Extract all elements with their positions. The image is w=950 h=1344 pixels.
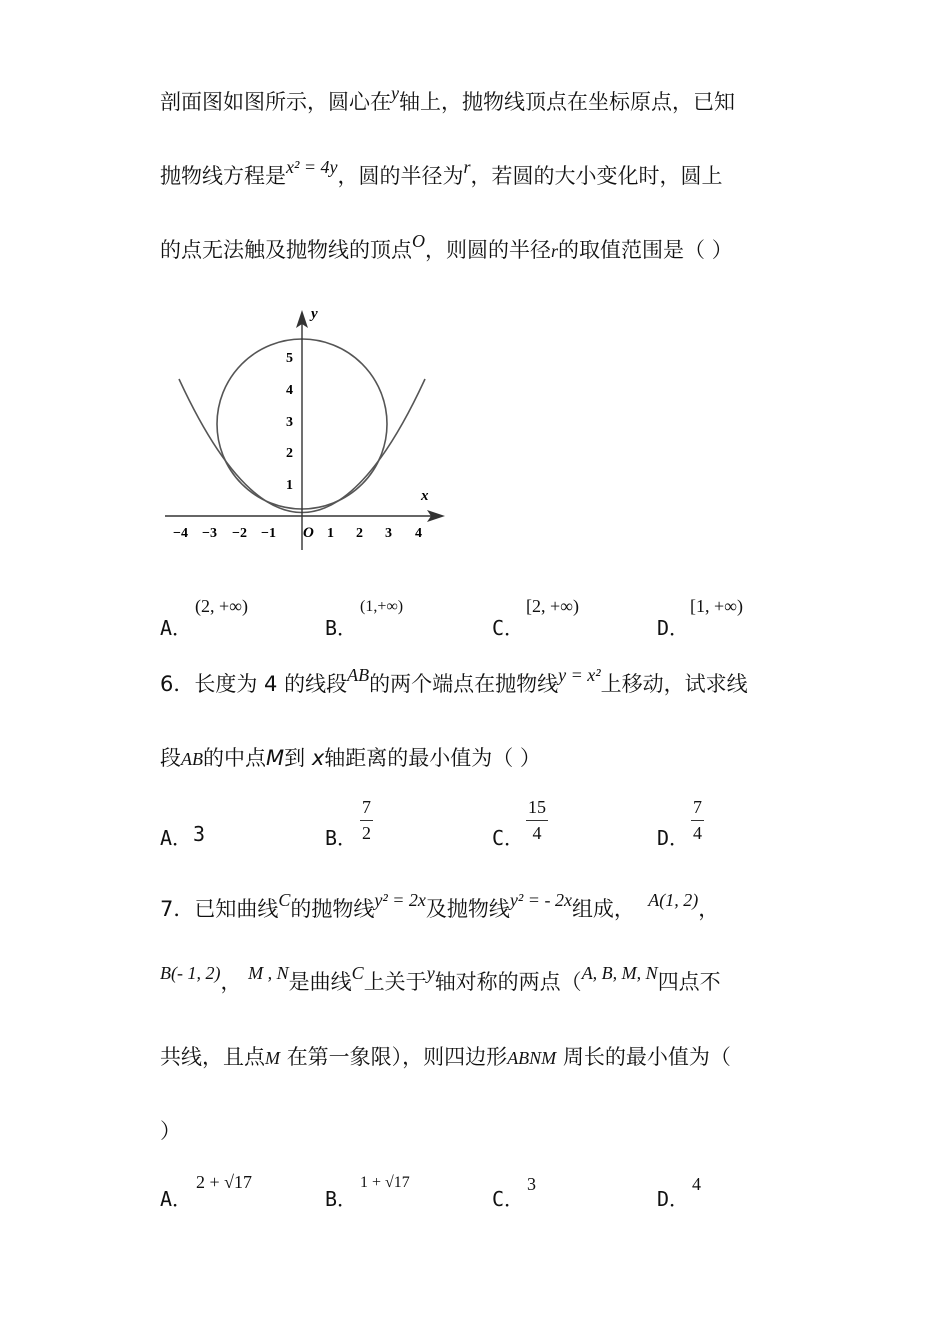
q7-option-d-label: D．: [657, 1187, 690, 1211]
q7-option-b-value: 1 + √17: [360, 1174, 410, 1191]
var-C: C: [278, 890, 291, 910]
x-axis-label: x: [421, 488, 429, 504]
var-y: y: [391, 83, 399, 103]
q7-option-a-label: A．: [160, 1187, 193, 1211]
q7-option-a-value: 2 + √17: [196, 1172, 253, 1192]
y-tick: 5: [286, 351, 293, 366]
x-tick: 1: [327, 526, 334, 541]
y-tick: 1: [286, 478, 293, 493]
var-y: y: [426, 963, 435, 983]
q5-option-a-value: (2, +∞): [195, 596, 248, 616]
x-tick: 3: [385, 526, 392, 541]
q7-option-c-value: 3: [527, 1174, 536, 1194]
var-M: M: [266, 746, 285, 770]
q5-figure: [155, 300, 455, 555]
points-ABMN: A, B, M, N: [581, 963, 658, 983]
q5-option-b-label: B．: [325, 616, 358, 640]
var-O: O: [412, 231, 425, 251]
q6-option-b-label: B．: [325, 826, 358, 850]
var-r: r: [551, 241, 559, 261]
q6-option-a-label: A．: [160, 826, 193, 850]
q7-line-4: ）: [160, 1119, 181, 1143]
q5-option-d-label: D．: [657, 616, 690, 640]
q7-line-2: B(- 1, 2)， M , N是曲线C上关于y轴对称的两点（A, B, M, N四点不: [160, 963, 721, 994]
y-tick: 4: [286, 383, 293, 398]
var-AB: AB: [181, 749, 203, 769]
q5-option-c-label: C．: [492, 616, 525, 640]
q6-option-c-label: C．: [492, 826, 525, 850]
q6-line-1: 6．长度为 4 的线段AB的两个端点在抛物线y = x²上移动，试求线: [160, 665, 748, 696]
y-tick: 3: [286, 415, 293, 430]
y-axis-label: y: [311, 306, 318, 322]
equation-parabola-left: y² = - 2x: [509, 890, 572, 910]
point-B: B(- 1, 2): [160, 963, 221, 983]
x-tick: 2: [356, 526, 363, 541]
q5-option-c-value: [2, +∞): [526, 596, 579, 616]
x-tick: 4: [415, 526, 422, 541]
var-M: M: [265, 1048, 280, 1068]
var-C: C: [351, 963, 364, 983]
x-tick: −1: [261, 526, 276, 541]
q6-line-2: 段AB的中点M到 x轴距离的最小值为（ ）: [160, 746, 541, 770]
equation-parabola: y = x²: [558, 665, 601, 685]
x-tick: −3: [202, 526, 217, 541]
var-AB: AB: [347, 665, 370, 685]
q5-option-d-value: [1, +∞): [690, 596, 743, 616]
q5-line-3: 的点无法触及抛物线的顶点O，则圆的半径r的取值范围是（ ）: [160, 231, 733, 262]
q7-option-b-label: B．: [325, 1187, 358, 1211]
q5-line-2: 抛物线方程是x² = 4y，圆的半径为r，若圆的大小变化时，圆上: [160, 157, 723, 188]
q7-option-d-value: 4: [692, 1174, 701, 1194]
q6-option-a-value: 3: [193, 822, 206, 846]
q6-option-c-fraction: 15 4: [528, 797, 546, 843]
quad-ABNM: ABNM: [507, 1048, 557, 1068]
q5-option-b-value: (1,+∞): [360, 598, 404, 615]
var-M-N: M , N: [248, 963, 289, 983]
equation-parabola-right: y² = 2x: [374, 890, 426, 910]
q5-line-1: 剖面图如图所示，圆心在y轴上，抛物线顶点在坐标原点，已知: [160, 83, 735, 114]
q5-option-a-label: A．: [160, 616, 193, 640]
point-A: A(1, 2): [648, 890, 699, 910]
q6-option-d-label: D．: [657, 826, 690, 850]
origin-label: O: [303, 525, 314, 541]
var-r: r: [463, 157, 471, 177]
x-tick: −4: [173, 526, 188, 541]
x-tick: −2: [232, 526, 247, 541]
q6-option-d-fraction: 7 4: [693, 797, 702, 843]
q7-line-1: 7．已知曲线C的抛物线y² = 2x及抛物线y² = - 2x组成， A(1, 2)，: [160, 890, 720, 921]
var-x: x: [311, 746, 325, 770]
q7-option-c-label: C．: [492, 1187, 525, 1211]
q7-line-3: 共线，且点M 在第一象限），则四边形ABNM 周长的最小值为（: [160, 1045, 731, 1069]
equation-parabola: x² = 4y: [286, 157, 338, 177]
q6-option-b-fraction: 7 2: [362, 797, 371, 843]
y-tick: 2: [286, 446, 293, 461]
